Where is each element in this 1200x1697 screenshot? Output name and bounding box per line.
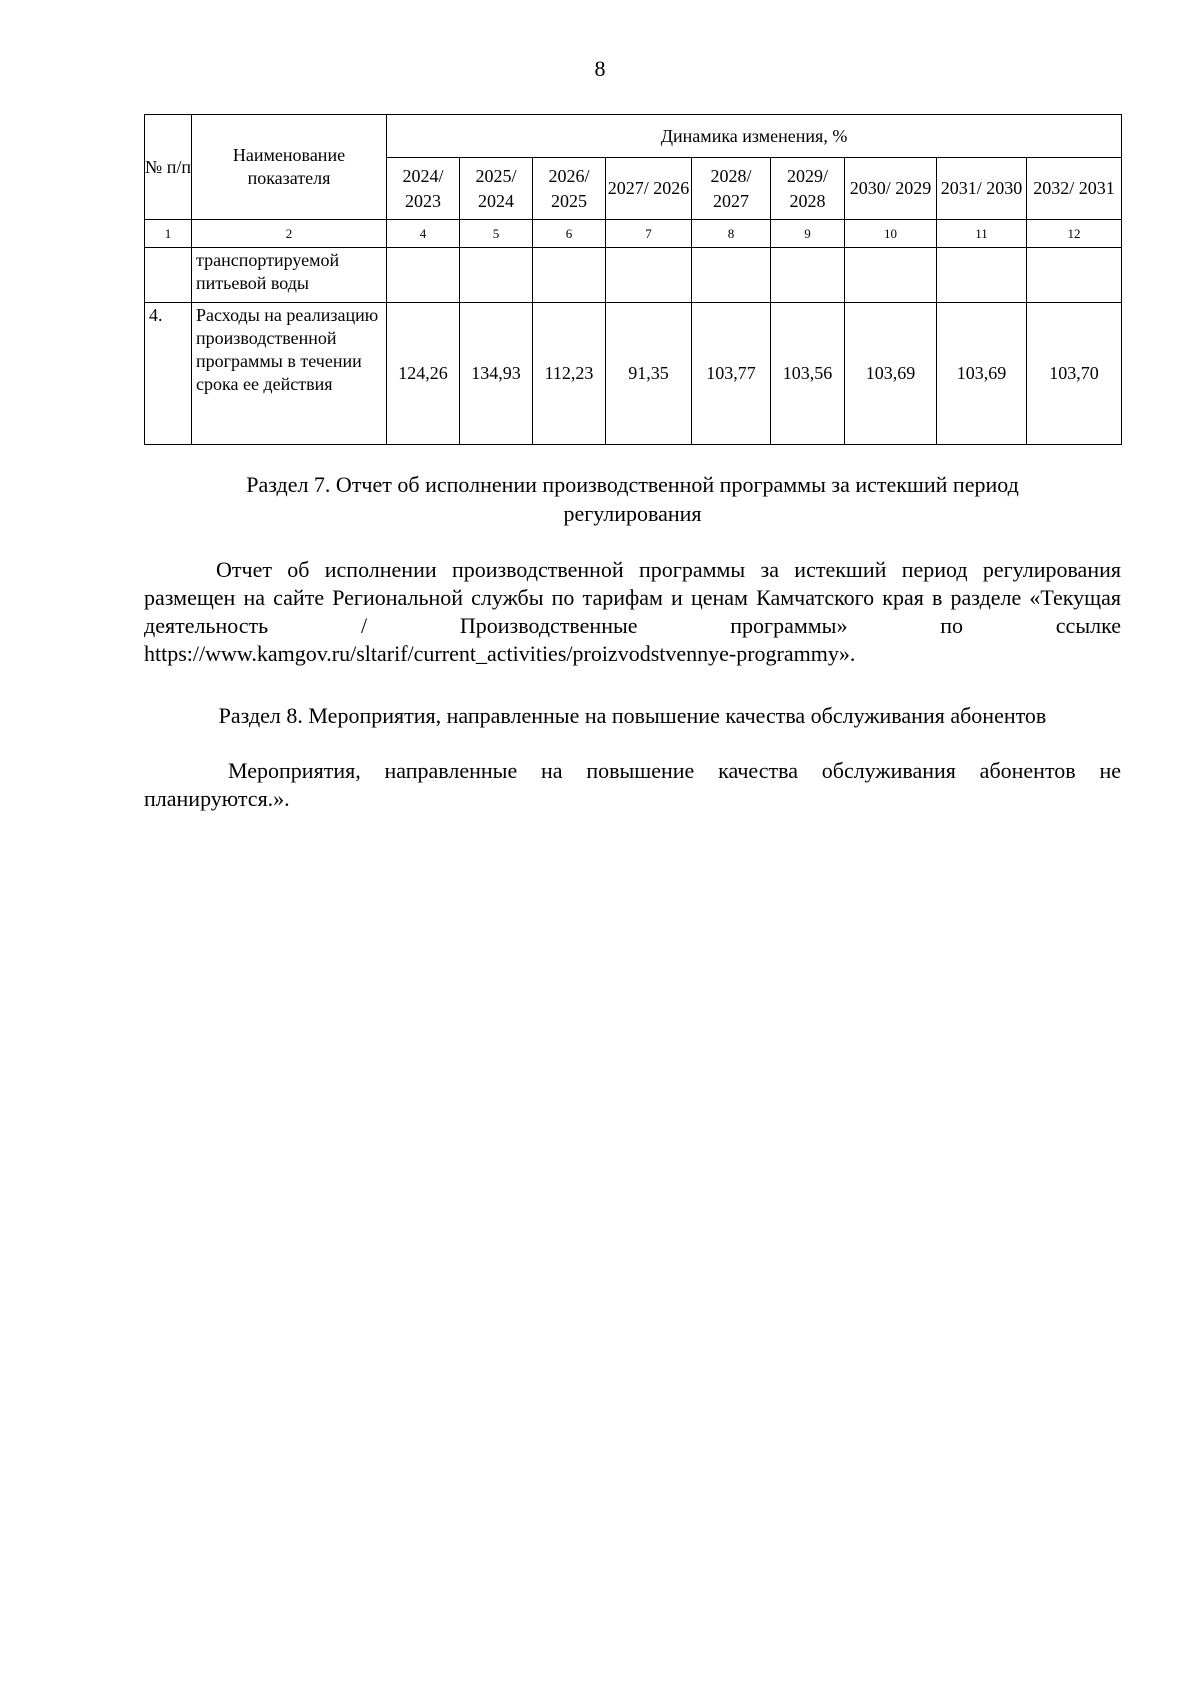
row-value (692, 248, 771, 303)
row-value: 112,23 (533, 303, 606, 445)
indicators-table (144, 114, 1122, 445)
row-value (606, 248, 692, 303)
row-value: 91,35 (606, 303, 692, 445)
header-year: 2032/ 2031 (1027, 158, 1122, 220)
section-8-text: Мероприятия, направленные на повышение качества обслуживания абонентов не планируются.». (144, 758, 1121, 811)
header-year: 2029/ 2028 (771, 158, 845, 220)
row-value: 103,70 (1027, 303, 1122, 445)
row-value (460, 248, 533, 303)
column-number: 8 (692, 220, 771, 248)
row-value (937, 248, 1027, 303)
row-value (771, 248, 845, 303)
section-7-title: Раздел 7. Отчет об исполнении производственной программы за истекший период регулирования (246, 472, 1019, 526)
column-number: 6 (533, 220, 606, 248)
header-number: № п/п (145, 115, 192, 220)
header-indicator-name: Наименование показателя (192, 115, 387, 220)
row-value: 103,56 (771, 303, 845, 445)
column-number: 11 (937, 220, 1027, 248)
header-dynamics: Динамика изменения, % (387, 115, 1122, 158)
table-row (145, 248, 1122, 303)
column-number: 10 (845, 220, 937, 248)
row-number (145, 248, 192, 303)
row-value: 103,69 (845, 303, 937, 445)
column-number: 9 (771, 220, 845, 248)
row-value (533, 248, 606, 303)
row-value (387, 248, 460, 303)
row-indicator-name: транспортируемой питьевой воды (192, 248, 387, 303)
row-value: 124,26 (387, 303, 460, 445)
header-year: 2030/ 2029 (845, 158, 937, 220)
column-number: 2 (192, 220, 387, 248)
header-year: 2027/ 2026 (606, 158, 692, 220)
header-year: 2024/ 2023 (387, 158, 460, 220)
row-value: 134,93 (460, 303, 533, 445)
column-number: 12 (1027, 220, 1122, 248)
column-number: 4 (387, 220, 460, 248)
row-indicator-name: Расходы на реализацию производственной программы в течении срока ее действия (192, 303, 387, 445)
page-number: 8 (594, 56, 606, 81)
column-number: 5 (460, 220, 533, 248)
row-value (845, 248, 937, 303)
column-number: 1 (145, 220, 192, 248)
header-year: 2026/ 2025 (533, 158, 606, 220)
table-row (145, 303, 1122, 445)
row-value: 103,77 (692, 303, 771, 445)
section-7-text: Отчет об исполнении производственной программы за истекший период регулирования размещен на сайте Региональной службы по тарифам и ценам Камчатского края в разделе «Текущая деятельность / Производственные программы» по ссылке https://www.kamgov.ru/sltarif/current_activities/proizvodstvennye-programmy». (144, 557, 1121, 666)
column-number-row (145, 220, 1122, 248)
column-number: 7 (606, 220, 692, 248)
header-year: 2031/ 2030 (937, 158, 1027, 220)
row-number: 4. (145, 303, 192, 445)
row-value: 103,69 (937, 303, 1027, 445)
header-year: 2028/ 2027 (692, 158, 771, 220)
section-8-title: Раздел 8. Мероприятия, направленные на повышение качества обслуживания абонентов (218, 703, 1047, 728)
header-year: 2025/ 2024 (460, 158, 533, 220)
row-value (1027, 248, 1122, 303)
